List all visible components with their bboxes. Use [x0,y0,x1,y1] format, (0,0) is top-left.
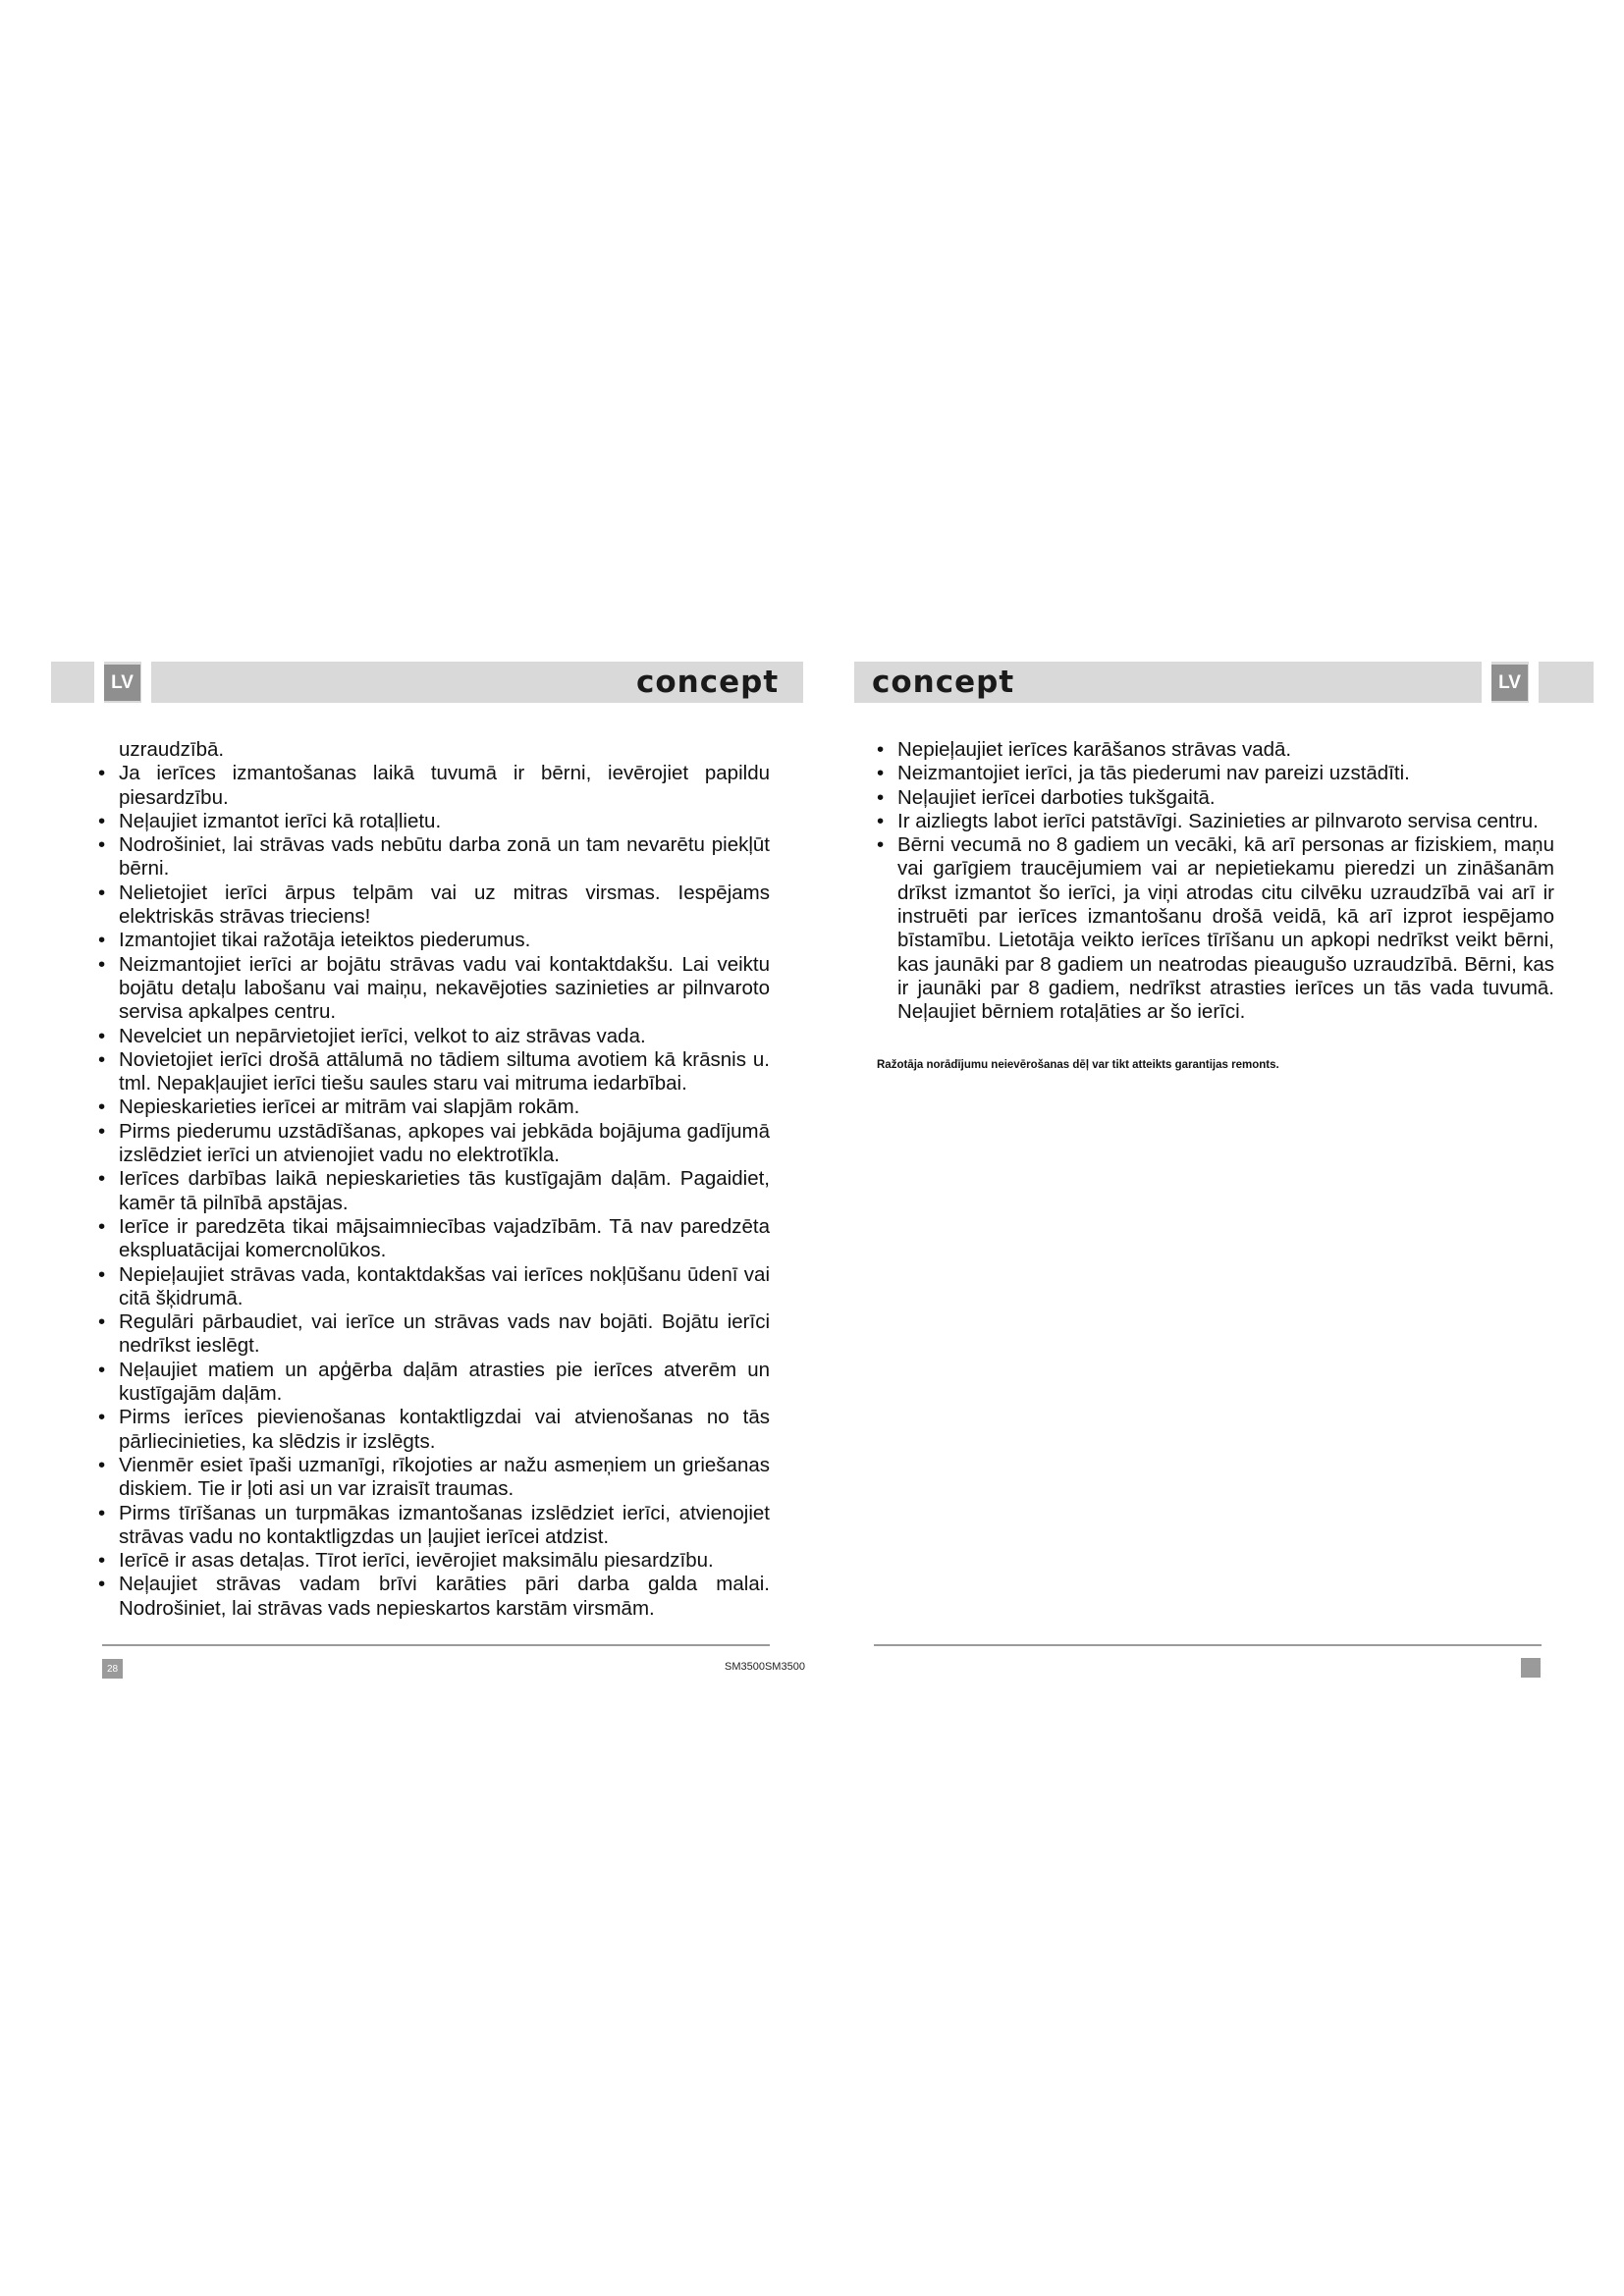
page-number: 28 [102,1659,123,1679]
list-item: • Izmantojiet tikai ražotāja ieteiktos piederumus. [98,929,770,952]
header-gap [141,662,151,703]
safety-list-right [877,738,1554,1025]
safety-list-left [98,762,770,1621]
brand-logo-right: concept [872,665,1015,700]
list-item: • Pirms tīrīšanas un turpmākas izmantošanas izslēdziet ierīci, atvienojiet strāvas vadu no kontaktligzdas un ļaujiet ierīcei atdzist. [98,1502,770,1550]
list-item: • Neļaujiet strāvas vadam brīvi karāties pāri darba galda malai. Nodrošiniet, lai strāvas vads nepieskartos karstām virsmām. [98,1573,770,1621]
language-badge-left: LV [104,665,140,701]
footer-divider-left [102,1644,770,1646]
list-item: • Neļaujiet izmantot ierīci kā rotaļlietu. [98,810,770,833]
list-item: • Ja ierīces izmantošanas laikā tuvumā ir bērni, ievērojiet papildu piesardzību. [98,762,770,810]
continuation-text: uzraudzībā. [119,738,225,761]
list-item: • Ierīces darbības laikā nepieskarieties tās kustīgajām daļām. Pagaidiet, kamēr tā pilnībā apstājas. [98,1167,770,1215]
list-item: • Bērni vecumā no 8 gadiem un vecāki, kā arī personas ar fiziskiem, maņu vai garīgiem traucējumiem vai ar nepietiekamu pieredzi un zināšanām drīkst izmantot šo ierīci, ja viņi atrodas citu cilvēku uzraudzībā vai arī ir instruēti par ierīces izmantošanu drošā veidā, kā arī izprot iespējamo bīstamību. Lietotāja veikto ierīces tīrīšanu un apkopi nedrīkst veikt bērni, kas jaunāki par 8 gadiem un neatrodas pieaugušo uzraudzībā. Bērni, kas ir jaunāki par 8 gadiem, nedrīkst atrasties ierīces un tās vada tuvumā. Neļaujiet bērniem rotaļāties ar šo ierīci. [877,833,1554,1024]
model-number: SM3500SM3500 [725,1661,805,1673]
list-item: • Pirms ierīces pievienošanas kontaktligzdai vai atvienošanas no tās pārliecinieties, ka slēdzis ir izslēgts. [98,1406,770,1454]
footer-divider-right [874,1644,1542,1646]
list-item: • Nodrošiniet, lai strāvas vads nebūtu darba zonā un tam nevarētu piekļūt bērni. [98,833,770,881]
header-gap [1529,662,1539,703]
list-item: • Neizmantojiet ierīci, ja tās piederumi nav pareizi uzstādīti. [877,762,1554,785]
list-item: • Vienmēr esiet īpaši uzmanīgi, rīkojoties ar nažu asmeņiem un griešanas diskiem. Tie ir ļoti asi un var izraisīt traumas. [98,1454,770,1502]
list-item: • Neļaujiet ierīcei darboties tukšgaitā. [877,786,1554,810]
list-item: • Regulāri pārbaudiet, vai ierīce un strāvas vads nav bojāti. Bojātu ierīci nedrīkst ieslēgt. [98,1310,770,1359]
header-gap [1482,662,1491,703]
list-item: • Ierīce ir paredzēta tikai mājsaimniecības vajadzībām. Tā nav paredzēta ekspluatācijai komercnolūkos. [98,1215,770,1263]
list-item: • Ierīcē ir asas detaļas. Tīrot ierīci, ievērojiet maksimālu piesardzību. [98,1549,770,1573]
list-item: • Nevelciet un nepārvietojiet ierīci, velkot to aiz strāvas vada. [98,1025,770,1048]
right-column [877,738,1554,1025]
list-item: • Nepieļaujiet strāvas vada, kontaktdakšas vai ierīces nokļūšanu ūdenī vai citā šķidrumā. [98,1263,770,1311]
list-item: • Nepieskarieties ierīcei ar mitrām vai slapjām rokām. [98,1095,770,1119]
header-center-gap [803,662,854,703]
warranty-note: Ražotāja norādījumu neievērošanas dēļ var tikt atteikts garantijas remonts. [877,1059,1279,1071]
list-item: • Ir aizliegts labot ierīci patstāvīgi. Sazinieties ar pilnvaroto servisa centru. [877,810,1554,833]
list-item: • Novietojiet ierīci drošā attālumā no tādiem siltuma avotiem kā krāsnis u. tml. Nepakļaujiet ierīci tiešu saules staru vai mitruma iedarbībai. [98,1048,770,1096]
list-item: • Nepieļaujiet ierīces karāšanos strāvas vadā. [877,738,1554,762]
brand-logo-left: concept [636,665,780,700]
left-column [98,738,770,1621]
language-badge-right: LV [1491,665,1528,701]
header-gap [94,662,104,703]
list-item: • Pirms piederumu uzstādīšanas, apkopes vai jebkāda bojājuma gadījumā izslēdziet ierīci un atvienojiet vadu no elektrotīkla. [98,1120,770,1168]
list-item: • Nelietojiet ierīci ārpus telpām vai uz mitras virsmas. Iespējams elektriskās strāvas trieciens! [98,881,770,930]
page-marker [1521,1658,1541,1678]
list-item: • Neizmantojiet ierīci ar bojātu strāvas vadu vai kontaktdakšu. Lai veiktu bojātu detaļu labošanu vai maiņu, nekavējoties sazinieties ar pilnvaroto servisa apkalpes centru. [98,953,770,1025]
list-item: • Neļaujiet matiem un apģērba daļām atrasties pie ierīces atverēm un kustīgajām daļām. [98,1359,770,1407]
